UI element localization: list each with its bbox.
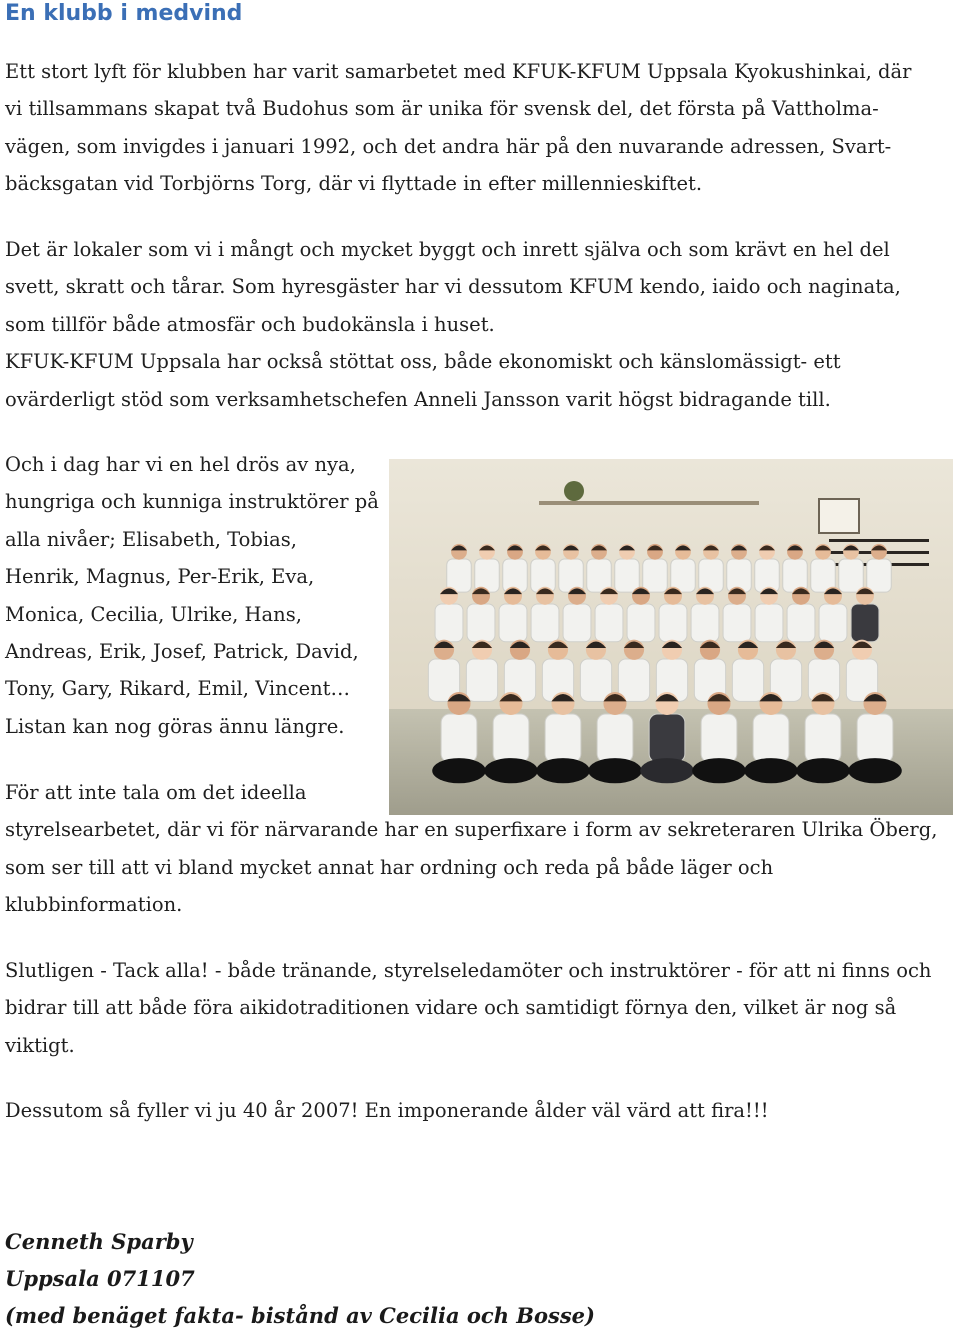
text-line: hungriga och kunniga instruktörer på xyxy=(5,490,379,514)
paragraph-anniversary xyxy=(5,1092,769,1129)
text-line: bidrar till att både föra aikidotraditionen vidare och samtidigt förnya den, vilket är nog så xyxy=(5,996,897,1020)
text-line: Dessutom så fyller vi ju 40 år 2007! En imponerande ålder väl värd att fira!!! xyxy=(5,1099,769,1122)
text-line: För att inte tala om det ideella xyxy=(5,781,307,804)
text-line: som tillför både atmosfär och budokänsla i huset. xyxy=(5,312,495,336)
club-group-photo xyxy=(389,459,953,815)
text-line: Ett stort lyft för klubben har varit samarbetet med KFUK-KFUM Uppsala Kyokushinkai, där xyxy=(5,60,912,83)
text-line: Och i dag har vi en hel drös av nya, xyxy=(5,453,356,476)
signature-place-date: Uppsala 071107 xyxy=(5,1266,195,1291)
text-line: klubbinformation. xyxy=(5,893,183,917)
text-line: Andreas, Erik, Josef, Patrick, David, xyxy=(5,640,359,664)
text-line: som ser till att vi bland mycket annat har ordning och reda på både läger och xyxy=(5,855,774,879)
photo-frame xyxy=(819,499,859,533)
text-line: svett, skratt och tårar. Som hyresgäster har vi dessutom KFUM kendo, iaido och naginata, xyxy=(5,275,901,299)
text-line: viktigt. xyxy=(5,1033,75,1057)
photo-plant xyxy=(564,481,584,501)
group-photo-illustration xyxy=(389,459,953,815)
signature-block xyxy=(5,1223,595,1334)
page-title: En klubb i medvind xyxy=(5,1,243,26)
text-line: Det är lokaler som vi i mångt och mycket byggt och inrett själva och som krävt en hel del xyxy=(5,238,890,261)
signature-author: Cenneth Sparby xyxy=(5,1229,193,1254)
paragraph-thanks xyxy=(5,952,931,1064)
text-line: Tony, Gary, Rikard, Emil, Vincent… xyxy=(5,677,351,701)
photo-weapon-rack xyxy=(829,539,929,542)
text-line: ovärderligt stöd som verksamhetschefen Anneli Jansson varit högst bidragande till. xyxy=(5,387,831,411)
signature-credits: (med benäget fakta- bistånd av Cecilia och Bosse) xyxy=(5,1303,595,1328)
paragraph-instructors xyxy=(5,446,379,745)
text-line: styrelsearbetet, där vi för närvarande har en superfixare i form av sekreteraren Ulrika Öberg, xyxy=(5,818,938,842)
photo-shelf xyxy=(539,501,759,505)
text-line: bäcksgatan vid Torbjörns Torg, där vi flyttade in efter millennieskiftet. xyxy=(5,172,703,196)
text-line: Monica, Cecilia, Ulrike, Hans, xyxy=(5,602,302,626)
paragraph-collaboration xyxy=(5,53,911,203)
text-line: Listan kan nog göras ännu längre. xyxy=(5,714,345,738)
text-line: vi tillsammans skapat två Budohus som är unika för svensk del, det första på Vattholma- xyxy=(5,97,879,121)
paragraph-board xyxy=(5,774,937,924)
text-line: Henrik, Magnus, Per-Erik, Eva, xyxy=(5,565,315,589)
paragraph-premises xyxy=(5,231,901,418)
text-line: vägen, som invigdes i januari 1992, och det andra här på den nuvarande adressen, Svart- xyxy=(5,134,892,158)
text-line: alla nivåer; Elisabeth, Tobias, xyxy=(5,527,297,551)
text-line: KFUK-KFUM Uppsala har också stöttat oss, både ekonomiskt och känslomässigt- ett xyxy=(5,350,841,374)
text-line: Slutligen - Tack alla! - både tränande, styrelseledamöter och instruktörer - för att ni finns och xyxy=(5,959,932,982)
